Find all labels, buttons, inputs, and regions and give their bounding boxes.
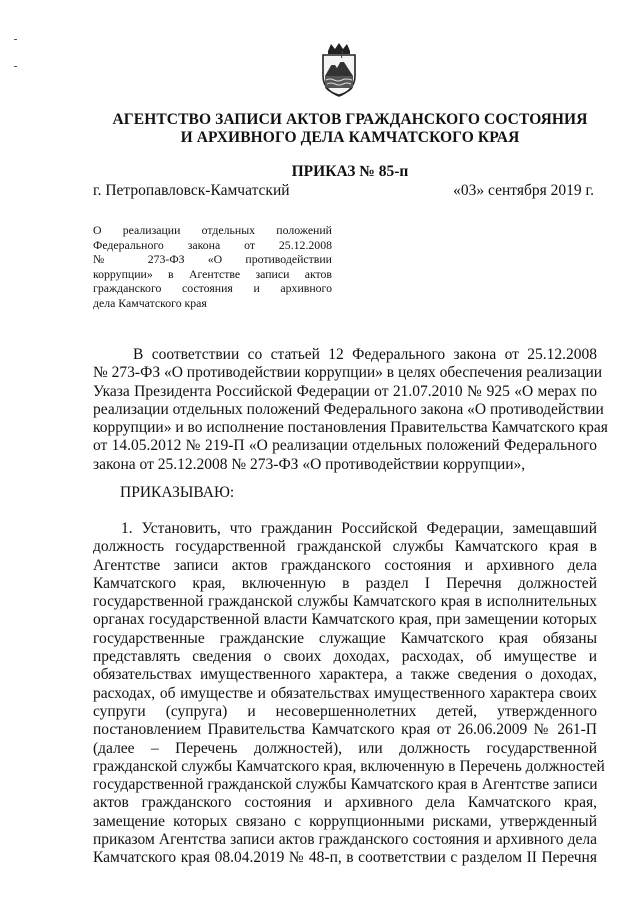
paragraph-line: от 14.05.2012 № 219-П «О реализации отдельных положений Федерального — [93, 437, 597, 455]
intro-paragraph — [93, 346, 608, 474]
subject-line: дела Камчатского края — [93, 295, 207, 310]
paragraph-line: гражданской службы Камчатского края, включенную в Перечень должностей — [93, 757, 605, 775]
paragraph-line: реализации отдельных положений Федерального закона «О противодействии — [93, 400, 604, 418]
paragraph-line: государственной гражданской службы Камчатского края в Агентстве записи — [93, 776, 598, 794]
order-place: г. Петропавловск-Камчатский — [93, 182, 290, 199]
agency-title-line: И АРХИВНОГО ДЕЛА КАМЧАТСКОГО КРАЯ — [180, 129, 520, 146]
subject-line: гражданского состояния и архивного — [93, 281, 332, 295]
paragraph-line: обязательствах имущественного характера, а также сведения о доходах, — [93, 666, 597, 684]
paragraph-line: замещение которых связано с коррупционными рисками, утвержденный — [93, 812, 597, 830]
paragraph-line: должность государственной гражданской службы Камчатского края в — [93, 538, 597, 556]
subject-line: № 273-ФЗ «О противодействии — [93, 252, 332, 266]
paragraph-line: представлять сведения о своих доходах, расходах, об имуществе и — [93, 648, 597, 666]
scan-margin-mark — [14, 66, 17, 67]
paragraph-line: В соответствии со статьей 12 Федерального закона от 25.12.2008 — [133, 346, 597, 363]
order-title: ПРИКАЗ № 85-п — [291, 163, 409, 180]
paragraph-line: органах государственной власти Камчатского края, при замещении которых — [93, 611, 597, 629]
paragraph-line: Указа Президента Российской Федерации от 21.07.2010 № 925 «О мерах по — [93, 382, 597, 400]
agency-title — [60, 111, 640, 147]
paragraph-line: постановлением Правительства Камчатского края от 26.06.2009 № 261-П — [93, 721, 597, 739]
paragraph-line: Камчатского края, включенную в раздел I Перечня должностей — [93, 574, 597, 592]
kamchatka-coat-of-arms-icon — [318, 42, 360, 97]
paragraph-line: 1. Установить, что гражданин Российской Федерации, замещавший — [121, 520, 597, 537]
scan-margin-mark — [14, 39, 17, 40]
subject-line: О реализации отдельных положений — [93, 223, 332, 237]
order-subject — [93, 223, 332, 310]
paragraph-line: № 273-ФЗ «О противодействии коррупции» в целях обеспечения реализации — [93, 364, 603, 382]
order-date: «03» сентября 2019 г. — [453, 182, 594, 199]
paragraph-line: расходах, об имуществе и обязательствах имущественного характера своих — [93, 684, 597, 702]
subject-line: коррупции» в Агентстве записи актов — [93, 266, 332, 281]
paragraph-line: актов гражданского состояния и архивного дела Камчатского края, — [93, 794, 597, 812]
paragraph-line: супруги (супруга) и несовершеннолетних детей, утвержденного — [93, 702, 597, 720]
item-1-paragraph — [93, 520, 605, 868]
paragraph-line: коррупции» и во исполнение постановления Правительства Камчатского края — [93, 419, 608, 437]
agency-title-line: АГЕНТСТВО ЗАПИСИ АКТОВ ГРАЖДАНСКОГО СОСТОЯНИЯ — [112, 111, 588, 128]
paragraph-line: закона от 25.12.2008 № 273-ФЗ «О противодействии коррупции», — [93, 455, 526, 473]
order-word: ПРИКАЗЫВАЮ: — [120, 484, 235, 501]
paragraph-line: Камчатского края 08.04.2019 № 48-п, в соответствии с разделом II Перечня — [93, 849, 597, 867]
paragraph-line: Агентстве записи актов гражданского состояния и архивного дела — [93, 556, 597, 574]
paragraph-line: (далее – Перечень должностей), или должность государственной — [93, 739, 597, 757]
paragraph-line: государственной гражданской службы Камчатского края в исполнительных — [93, 593, 597, 611]
paragraph-line: государственные гражданские служащие Камчатского края обязаны — [93, 629, 597, 647]
subject-line: Федерального закона от 25.12.2008 — [93, 237, 332, 252]
paragraph-line: приказом Агентства записи актов гражданского состояния и архивного дела — [93, 831, 597, 849]
